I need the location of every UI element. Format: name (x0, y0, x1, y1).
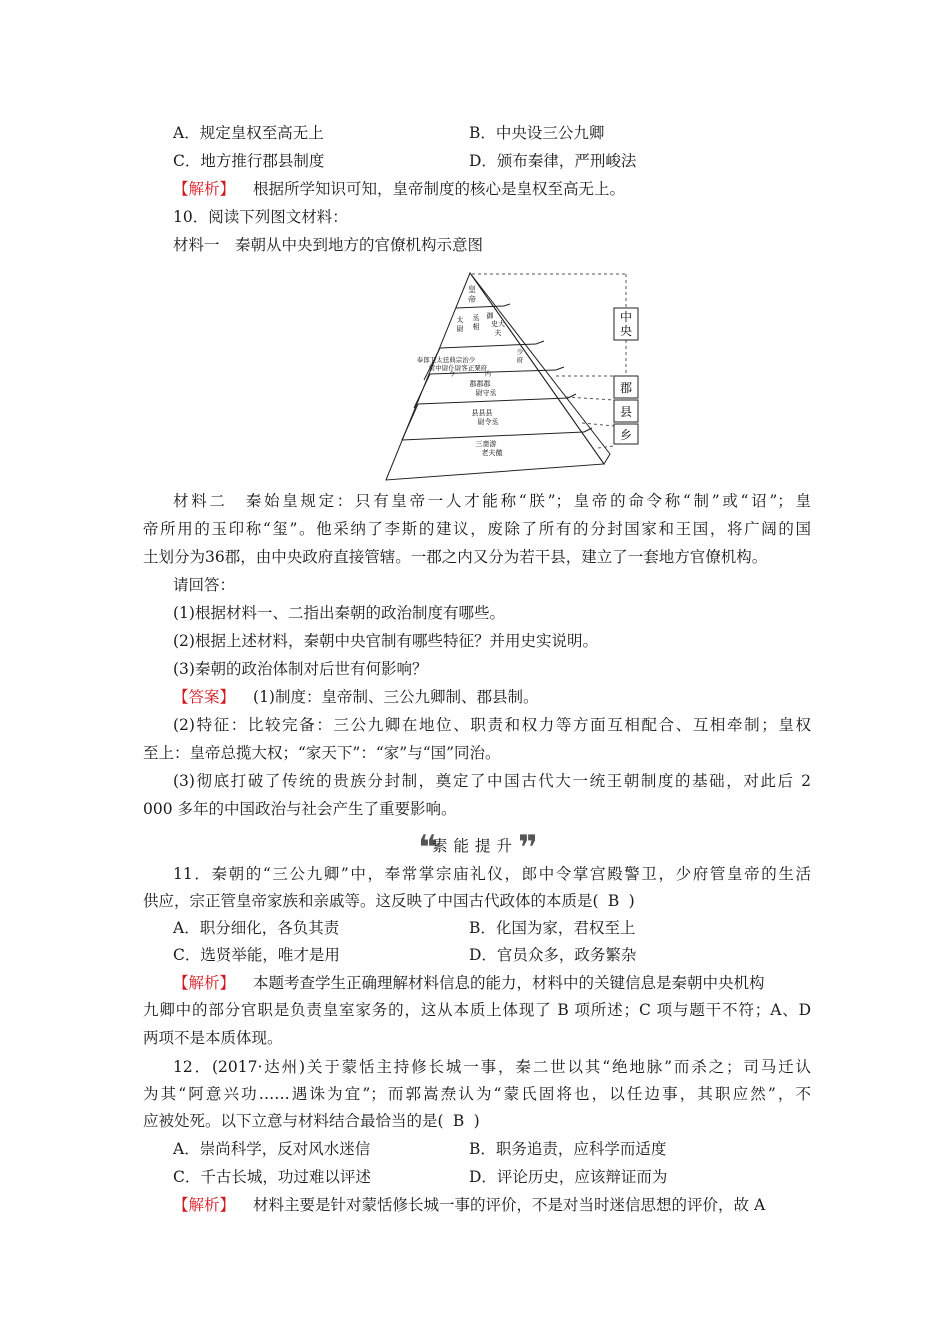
q12-analysis-text: 材料主要是针对蒙恬修长城一事的评价，不是对当时迷信思想的评价，故 A (253, 1196, 766, 1214)
svg-text:郡郡郡: 郡郡郡 (469, 380, 491, 388)
q10-answer-1-text: (1)制度：皇帝制、三公九卿制、郡县制。 (253, 688, 539, 706)
label-xian: 县 (619, 405, 633, 419)
q12-option-d: D．评论历史，应该辩证而为 (469, 1168, 668, 1186)
q9-analysis-text: 根据所学知识可知，皇帝制度的核心是皇权至高无上。 (253, 180, 626, 198)
q12-answer: B (452, 1112, 465, 1130)
open-quote-icon: ❝ (418, 828, 432, 868)
analysis-tag: 【解析】 (173, 1196, 236, 1214)
svg-text:奉郎卫太廷典宗治少: 奉郎卫太廷典宗治少 (416, 356, 476, 364)
svg-text:尉: 尉 (456, 325, 464, 333)
q9-analysis (173, 179, 625, 199)
q10-answer-3-line-2: 000 多年的中国政治与社会产生了重要影响。 (143, 800, 457, 818)
q11-answer: B (607, 892, 620, 910)
svg-text:老夫徼: 老夫徼 (481, 449, 503, 457)
q12-option-c: C．千古长城，功过难以评述 (173, 1168, 371, 1186)
q10-answer-1 (173, 687, 538, 707)
q11-option-d: D．官员众多，政务繁杂 (469, 946, 637, 964)
svg-text:御: 御 (486, 312, 494, 320)
q10-sub-question-1: (1)根据材料一、二指出秦朝的政治制度有哪些。 (173, 604, 505, 622)
q11-option-a: A．职分细化，各负其责 (173, 919, 340, 937)
q12-stem-line-1: 12．(2017·达州)关于蒙恬主持修长城一事，秦二世以其“绝地脉”而杀之；司马迁认 (173, 1058, 811, 1076)
svg-text:相: 相 (472, 323, 480, 331)
q11-stem-line-1: 11．秦朝的“三公九卿”中，奉常掌宗庙礼仪，郎中令掌宫殿警卫，少府管皇帝的生活 (173, 865, 811, 883)
q11-stem-close: ) (628, 892, 635, 910)
q11-analysis-line-1 (173, 973, 765, 993)
svg-text:令 内: 令 内 (448, 371, 492, 378)
section-title: 素能提升 (431, 837, 518, 855)
q12-stem-text: 应被处死。以下立意与材料结合最恰当的是( (143, 1112, 444, 1130)
svg-text:丞: 丞 (472, 314, 480, 322)
svg-text:三啬游: 三啬游 (475, 440, 497, 448)
q9-option-c: C．地方推行郡县制度 (173, 152, 325, 170)
analysis-tag: 【解析】 (173, 974, 236, 992)
analysis-tag: 【解析】 (173, 180, 236, 198)
apex-emperor-1: 皇 (468, 285, 476, 294)
q10-material2-line-2: 帝所用的玉印称“玺”。他采纳了李斯的建议，废除了所有的分封国家和王国，将广阔的国 (143, 520, 811, 538)
q11-analysis-line-2: 九卿中的部分官职是负责皇室家务的，这从本质上体现了 B 项所述；C 项与题干不符；A、D (143, 1001, 811, 1019)
q10-material2-line-3: 土划分为36郡，由中央政府直接管辖。一郡之内又分为若干县，建立了一套地方官僚机构。 (143, 548, 768, 566)
label-zhong: 中 (619, 310, 633, 324)
svg-text:太: 太 (456, 316, 464, 324)
q12-analysis-line-1 (173, 1195, 765, 1215)
close-quote-icon: ❞ (518, 828, 532, 868)
q11-stem-text: 供应，宗正管皇帝家族和亲戚等。这反映了中国古代政体的本质是( (143, 892, 599, 910)
q10-material2-line-1: 材料二 秦始皇规定：只有皇帝一人才能称“朕”；皇帝的命令称“制”或“诏”；皇 (173, 492, 812, 510)
apex-emperor-2: 帝 (468, 295, 476, 304)
q10-sub-question-2: (2)根据上述材料，秦朝中央官制有哪些特征？并用史实说明。 (173, 632, 598, 650)
svg-text:夫: 夫 (494, 329, 502, 337)
q9-option-d: D．颁布秦律，严刑峻法 (469, 152, 637, 170)
svg-text:府: 府 (516, 356, 524, 364)
answer-tag: 【答案】 (173, 688, 236, 706)
label-yang: 央 (619, 324, 633, 338)
q10-answer-2-line-1: (2)特征：比较完备：三公九卿在地位、职责和权力等方面互相配合、互相牵制；皇权 (173, 716, 811, 734)
bureaucracy-pyramid-diagram (370, 268, 650, 486)
q9-option-a: A．规定皇权至高无上 (173, 124, 324, 142)
svg-text:常中尉仆尉客正粟府: 常中尉仆尉客正粟府 (428, 364, 488, 372)
q9-option-b: B．中央设三公九卿 (469, 124, 605, 142)
svg-text:少: 少 (516, 348, 524, 356)
q11-stem-line-2 (143, 891, 635, 911)
svg-text:县县县: 县县县 (471, 409, 493, 417)
q12-stem-close: ) (473, 1112, 480, 1130)
q12-option-a: A．崇尚科学，反对风水迷信 (173, 1140, 371, 1158)
q10-sub-question-3: (3)秦朝的政治体制对后世有何影响？ (173, 660, 428, 678)
q10-prompt: 请回答： (173, 576, 236, 594)
q11-option-c: C．选贤举能，唯才是用 (173, 946, 340, 964)
q10-answer-2-line-2: 至上：皇帝总揽大权；“家天下”：“家”与“国”同治。 (143, 744, 501, 762)
svg-text:史大: 史大 (491, 320, 505, 328)
q10-stem: 10．阅读下列图文材料： (173, 208, 348, 226)
svg-text:尉令丞: 尉令丞 (477, 418, 499, 426)
q11-option-b: B．化国为家，君权至上 (469, 919, 636, 937)
q12-stem-line-3 (143, 1111, 480, 1131)
pyramid-side-face (470, 273, 610, 464)
q12-stem-line-2: 为其“阿意兴功……遇诛为宜”；而郭嵩焘认为“蒙氏固将也，以任边事，其职应然”，不 (143, 1085, 811, 1103)
q12-option-b: B．职务追责，应科学而适度 (469, 1140, 667, 1158)
section-header (0, 828, 950, 868)
q11-analysis-line-3: 两项不是本质体现。 (143, 1029, 283, 1047)
q10-material1-title: 材料一 秦朝从中央到地方的官僚机构示意图 (173, 236, 484, 254)
label-jun: 郡 (619, 381, 633, 395)
q11-analysis-text: 本题考查学生正确理解材料信息的能力，材料中的关键信息是秦朝中央机构 (253, 974, 765, 992)
label-xiang: 乡 (619, 428, 633, 442)
svg-text:尉守丞: 尉守丞 (475, 389, 497, 397)
q10-answer-3-line-1: (3)彻底打破了传统的贵族分封制，奠定了中国古代大一统王朝制度的基础，对此后 2 (173, 772, 811, 790)
